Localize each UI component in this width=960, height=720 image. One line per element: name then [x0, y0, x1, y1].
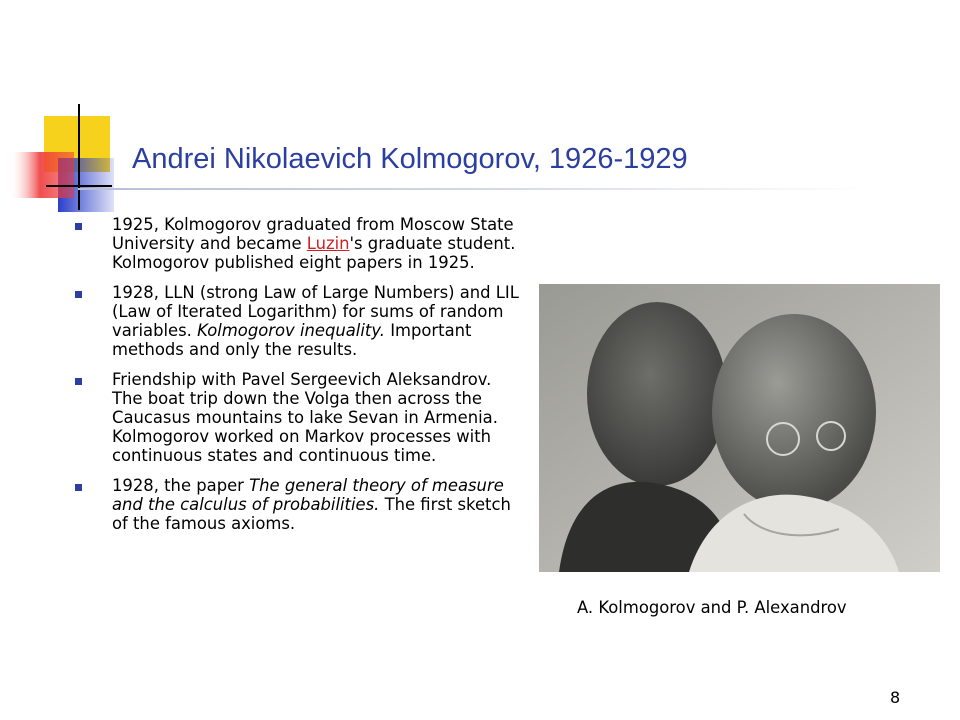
- luzin-link[interactable]: Luzin: [306, 234, 350, 253]
- bullet-item: [74, 476, 520, 533]
- bullet-square-icon: [75, 223, 82, 230]
- bullet-text: The first sketch of the famous axioms.: [112, 495, 511, 533]
- portrait-photo: [539, 284, 940, 572]
- ornament-horizontal-line: [46, 185, 112, 187]
- bullet-square-icon: [75, 484, 82, 491]
- slide-title: Andrei Nikolaevich Kolmogorov, 1926-1929: [132, 143, 688, 175]
- bullet-text: Friendship with Pavel Sergeevich Aleksandrov. The boat trip down the Volga then across the Caucasus mountains to lake Sevan in Armenia. Kolmogorov worked on Markov processes with continuous states and continuous time.: [112, 370, 498, 465]
- bullet-item: [74, 283, 520, 359]
- bullet-text: 1928, LLN (strong Law of Large Numbers) and LIL (Law of Iterated Logarithm) for sums of random variables.: [112, 283, 519, 340]
- bullet-square-icon: [75, 291, 82, 298]
- bullet-text: 's graduate student. Kolmogorov published eight papers in 1925.: [112, 234, 516, 272]
- photo-caption: A. Kolmogorov and P. Alexandrov: [577, 598, 847, 617]
- title-underline: [78, 188, 868, 190]
- bullet-list: [74, 215, 520, 544]
- bullet-text: Important methods and only the results.: [112, 321, 472, 359]
- title-ornament: [0, 0, 960, 230]
- bullet-square-icon: [75, 378, 82, 385]
- bullet-text: 1925, Kolmogorov graduated from Moscow State University and became: [112, 215, 514, 253]
- bullet-item: [74, 370, 520, 465]
- bullet-item: [74, 215, 520, 272]
- ornament-red-square: [12, 152, 74, 198]
- page-number: 8: [890, 688, 901, 707]
- ornament-blue-square: [58, 158, 114, 212]
- ornament-yellow-square: [44, 116, 110, 172]
- bullet-italic-text: Kolmogorov inequality.: [197, 321, 385, 340]
- bullet-text: 1928, the paper: [112, 476, 250, 495]
- bullet-italic-text: The general theory of measure and the calculus of probabilities.: [112, 476, 504, 514]
- ornament-vertical-line: [78, 104, 80, 210]
